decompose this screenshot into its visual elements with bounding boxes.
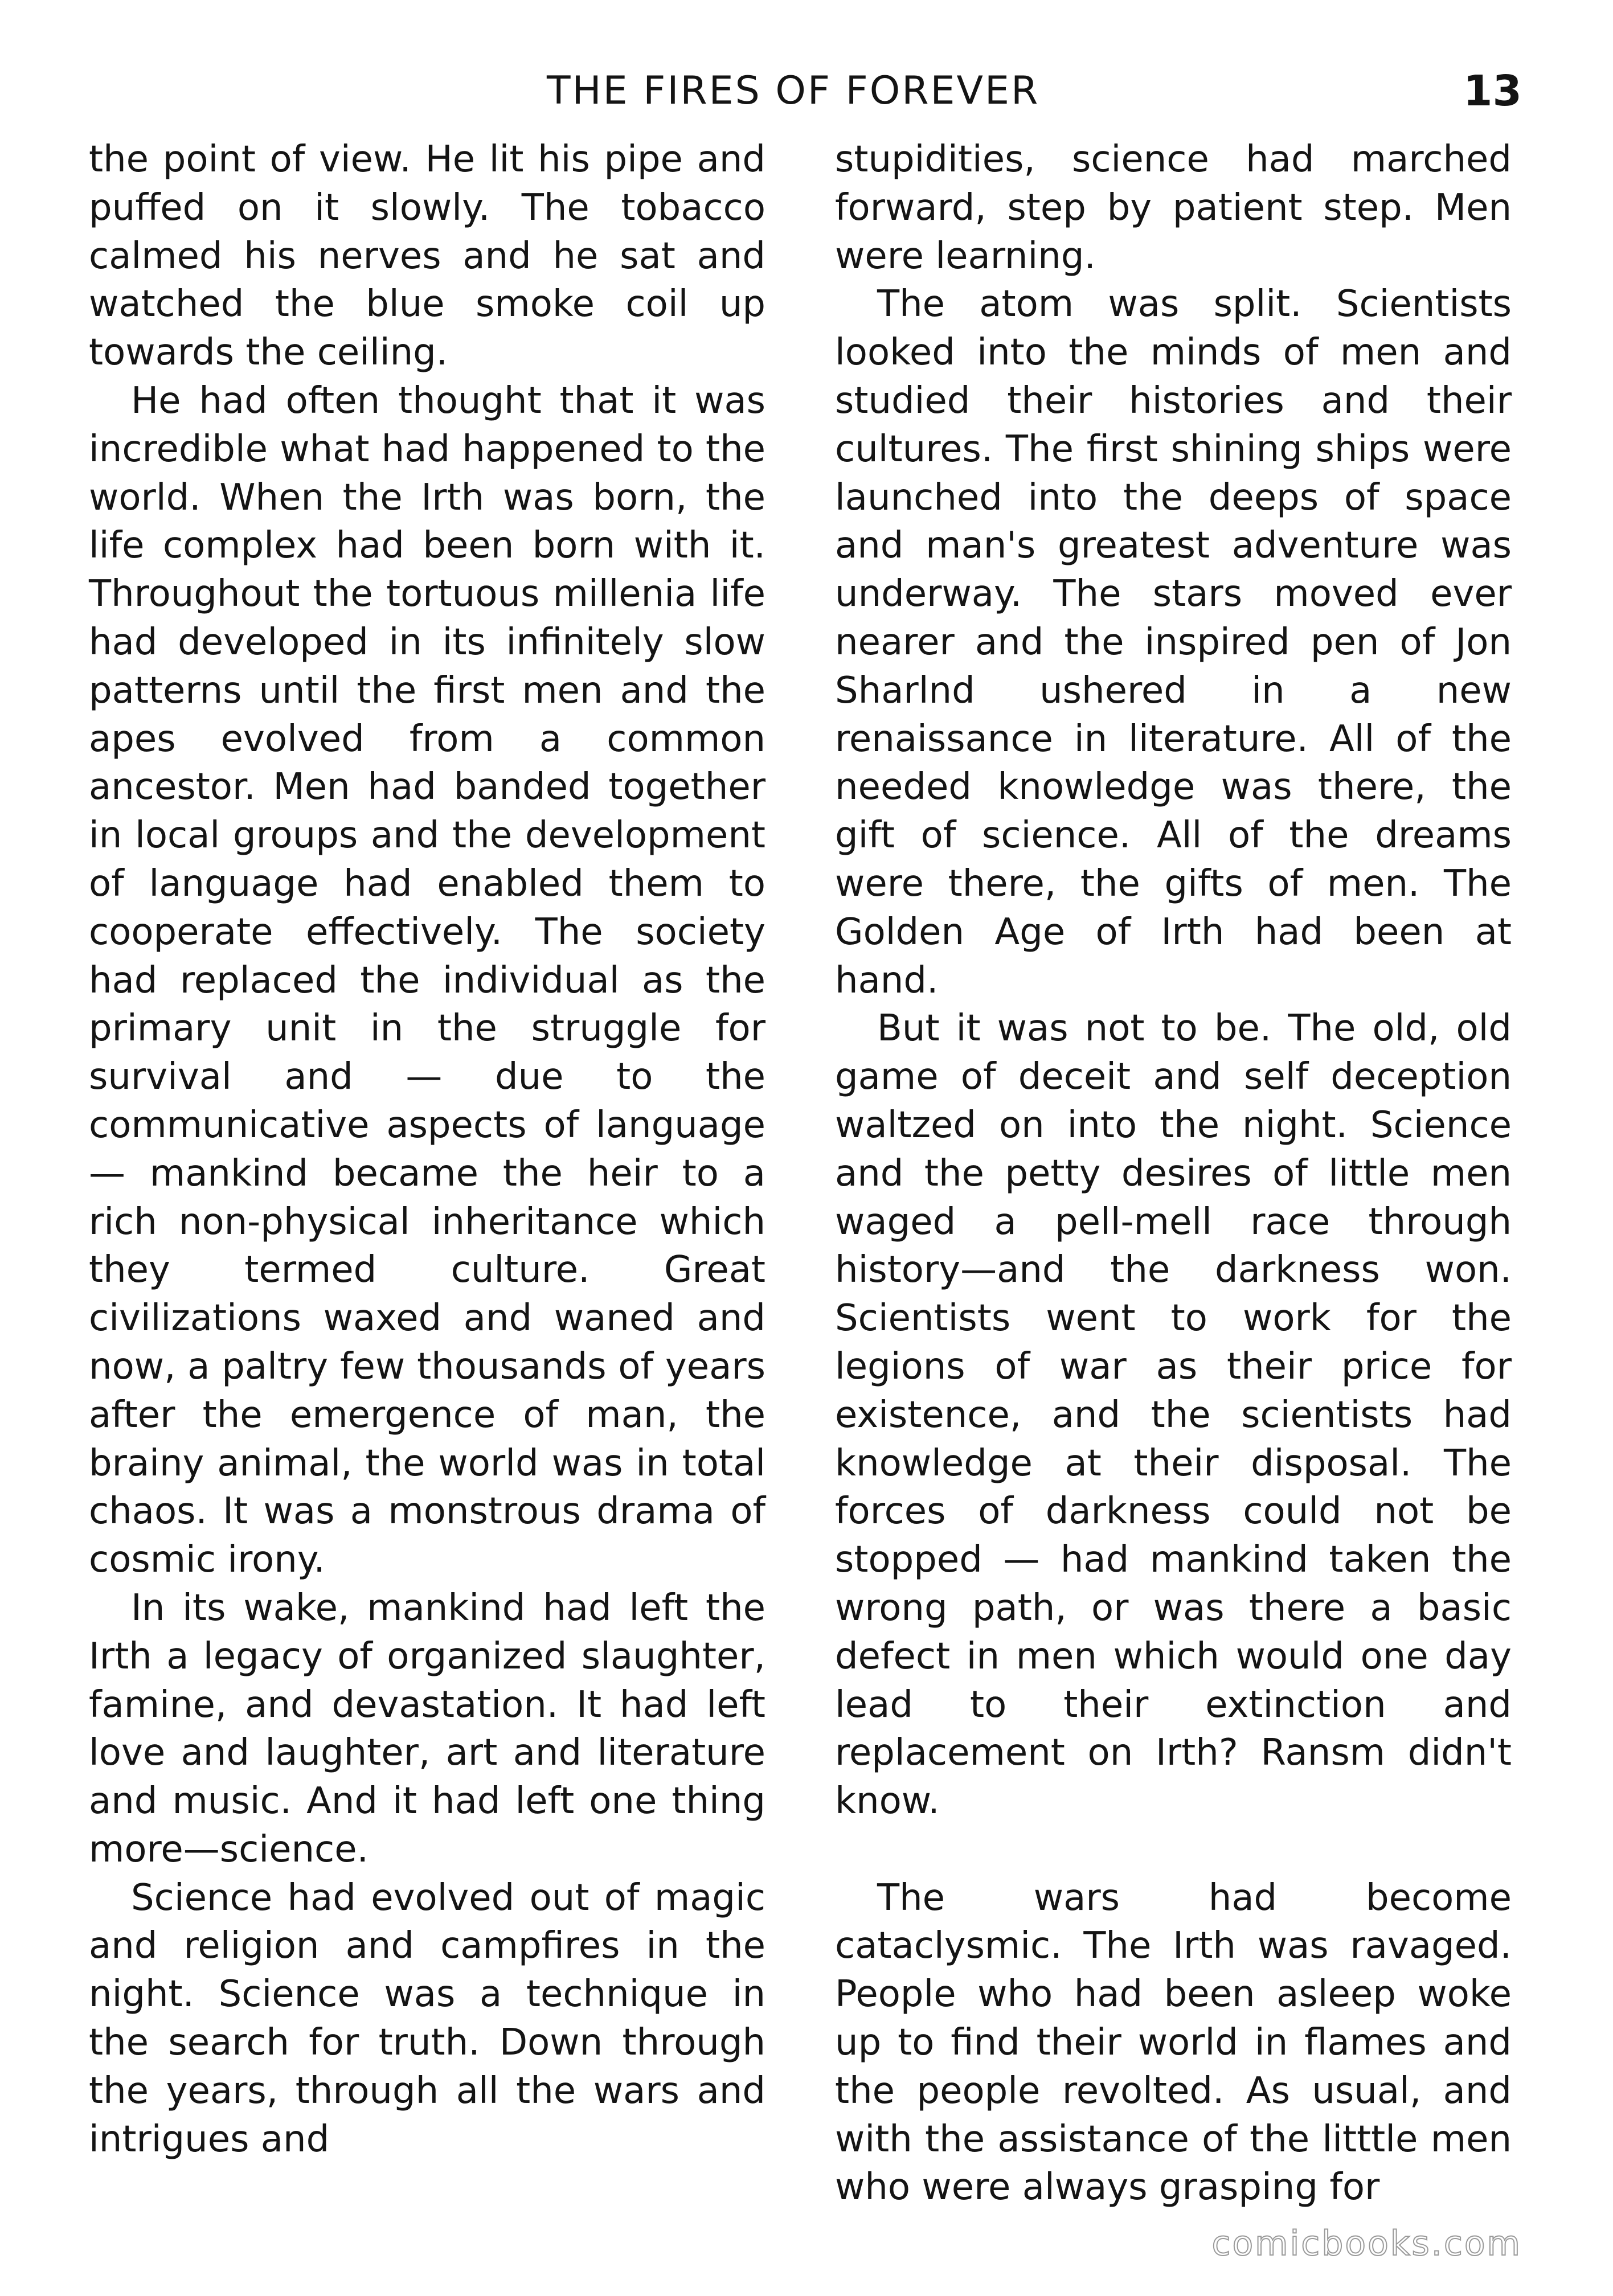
paragraph: In its wake, mankind had left the Irth a legacy of organized slaughter, famine, and devastation. It had left love and laughter, art and literature and music. And it had left one thing more—science. [89, 1586, 765, 1871]
paragraph: The atom was split. Scientists looked into the minds of men and studied their histories and their cultures. The first shining ships were launched into the deeps of space and man's greatest adventure was underway. The stars moved ever nearer and the inspired pen of Jon Sharlnd ushered in a new renaissance in literature. All of the needed knowledge was there, the gift of science. All of the dreams were there, the gifts of men. The Golden Age of Irth had been at hand. [835, 283, 1512, 1002]
paragraph: Science had evolved out of magic and religion and campfires in the night. Science was a technique in the search for truth. Down through the years, through all the wars and intrigues and [89, 1876, 765, 2160]
paragraph: The wars had become cataclysmic. The Irth was ravaged. People who had been asleep woke up to find their world in flames and the people revolted. As usual, and with the assistance of the litttle men who were always grasping for [835, 1876, 1512, 2209]
text-column-left [89, 136, 765, 2163]
paragraph: He had often thought that it was incredible what had happened to the world. When the Irth was born, the life complex had been born with it. Throughout the tortuous millenia life had developed in its infinitely slow patterns until the first men and the apes evolved from a common ancestor. Men had banded together in local groups and the development of language had enabled them to cooperate effectively. The society had replaced the individual as the primary unit in the struggle for survival and — due to the communicative aspects of language — mankind became the heir to a rich non-physical inheritance which they termed culture. Great civilizations waxed and waned and now, a paltry few thousands of years after the emergence of man, the brainy animal, the world was in total chaos. It was a monstrous drama of cosmic irony. [89, 379, 765, 1581]
paragraph: stupidities, science had marched forward, step by patient step. Men were learning. [835, 138, 1512, 277]
running-header [0, 63, 1613, 120]
text-column-right [835, 136, 1512, 2212]
watermark: comicbooks.com [1211, 2224, 1522, 2264]
running-title: THE FIRES OF FOREVER [547, 68, 1040, 113]
paragraph: the point of view. He lit his pipe and puffed on it slowly. The tobacco calmed his nerves and he sat and watched the blue smoke coil up towards the ceiling. [89, 138, 765, 374]
paragraph: But it was not to be. The old, old game of deceit and self deception waltzed on into the night. Science and the petty desires of little men waged a pell-mell race through history—and the darkness won. Scientists went to work for the legions of war as their price for existence, and the scientists had knowledge at their disposal. The forces of darkness could not be stopped — had mankind taken the wrong path, or was there a basic defect in men which would one day lead to their extinction and replacement on Irth? Ransm didn't know. [835, 1007, 1512, 1823]
page-number: 13 [1463, 67, 1522, 116]
